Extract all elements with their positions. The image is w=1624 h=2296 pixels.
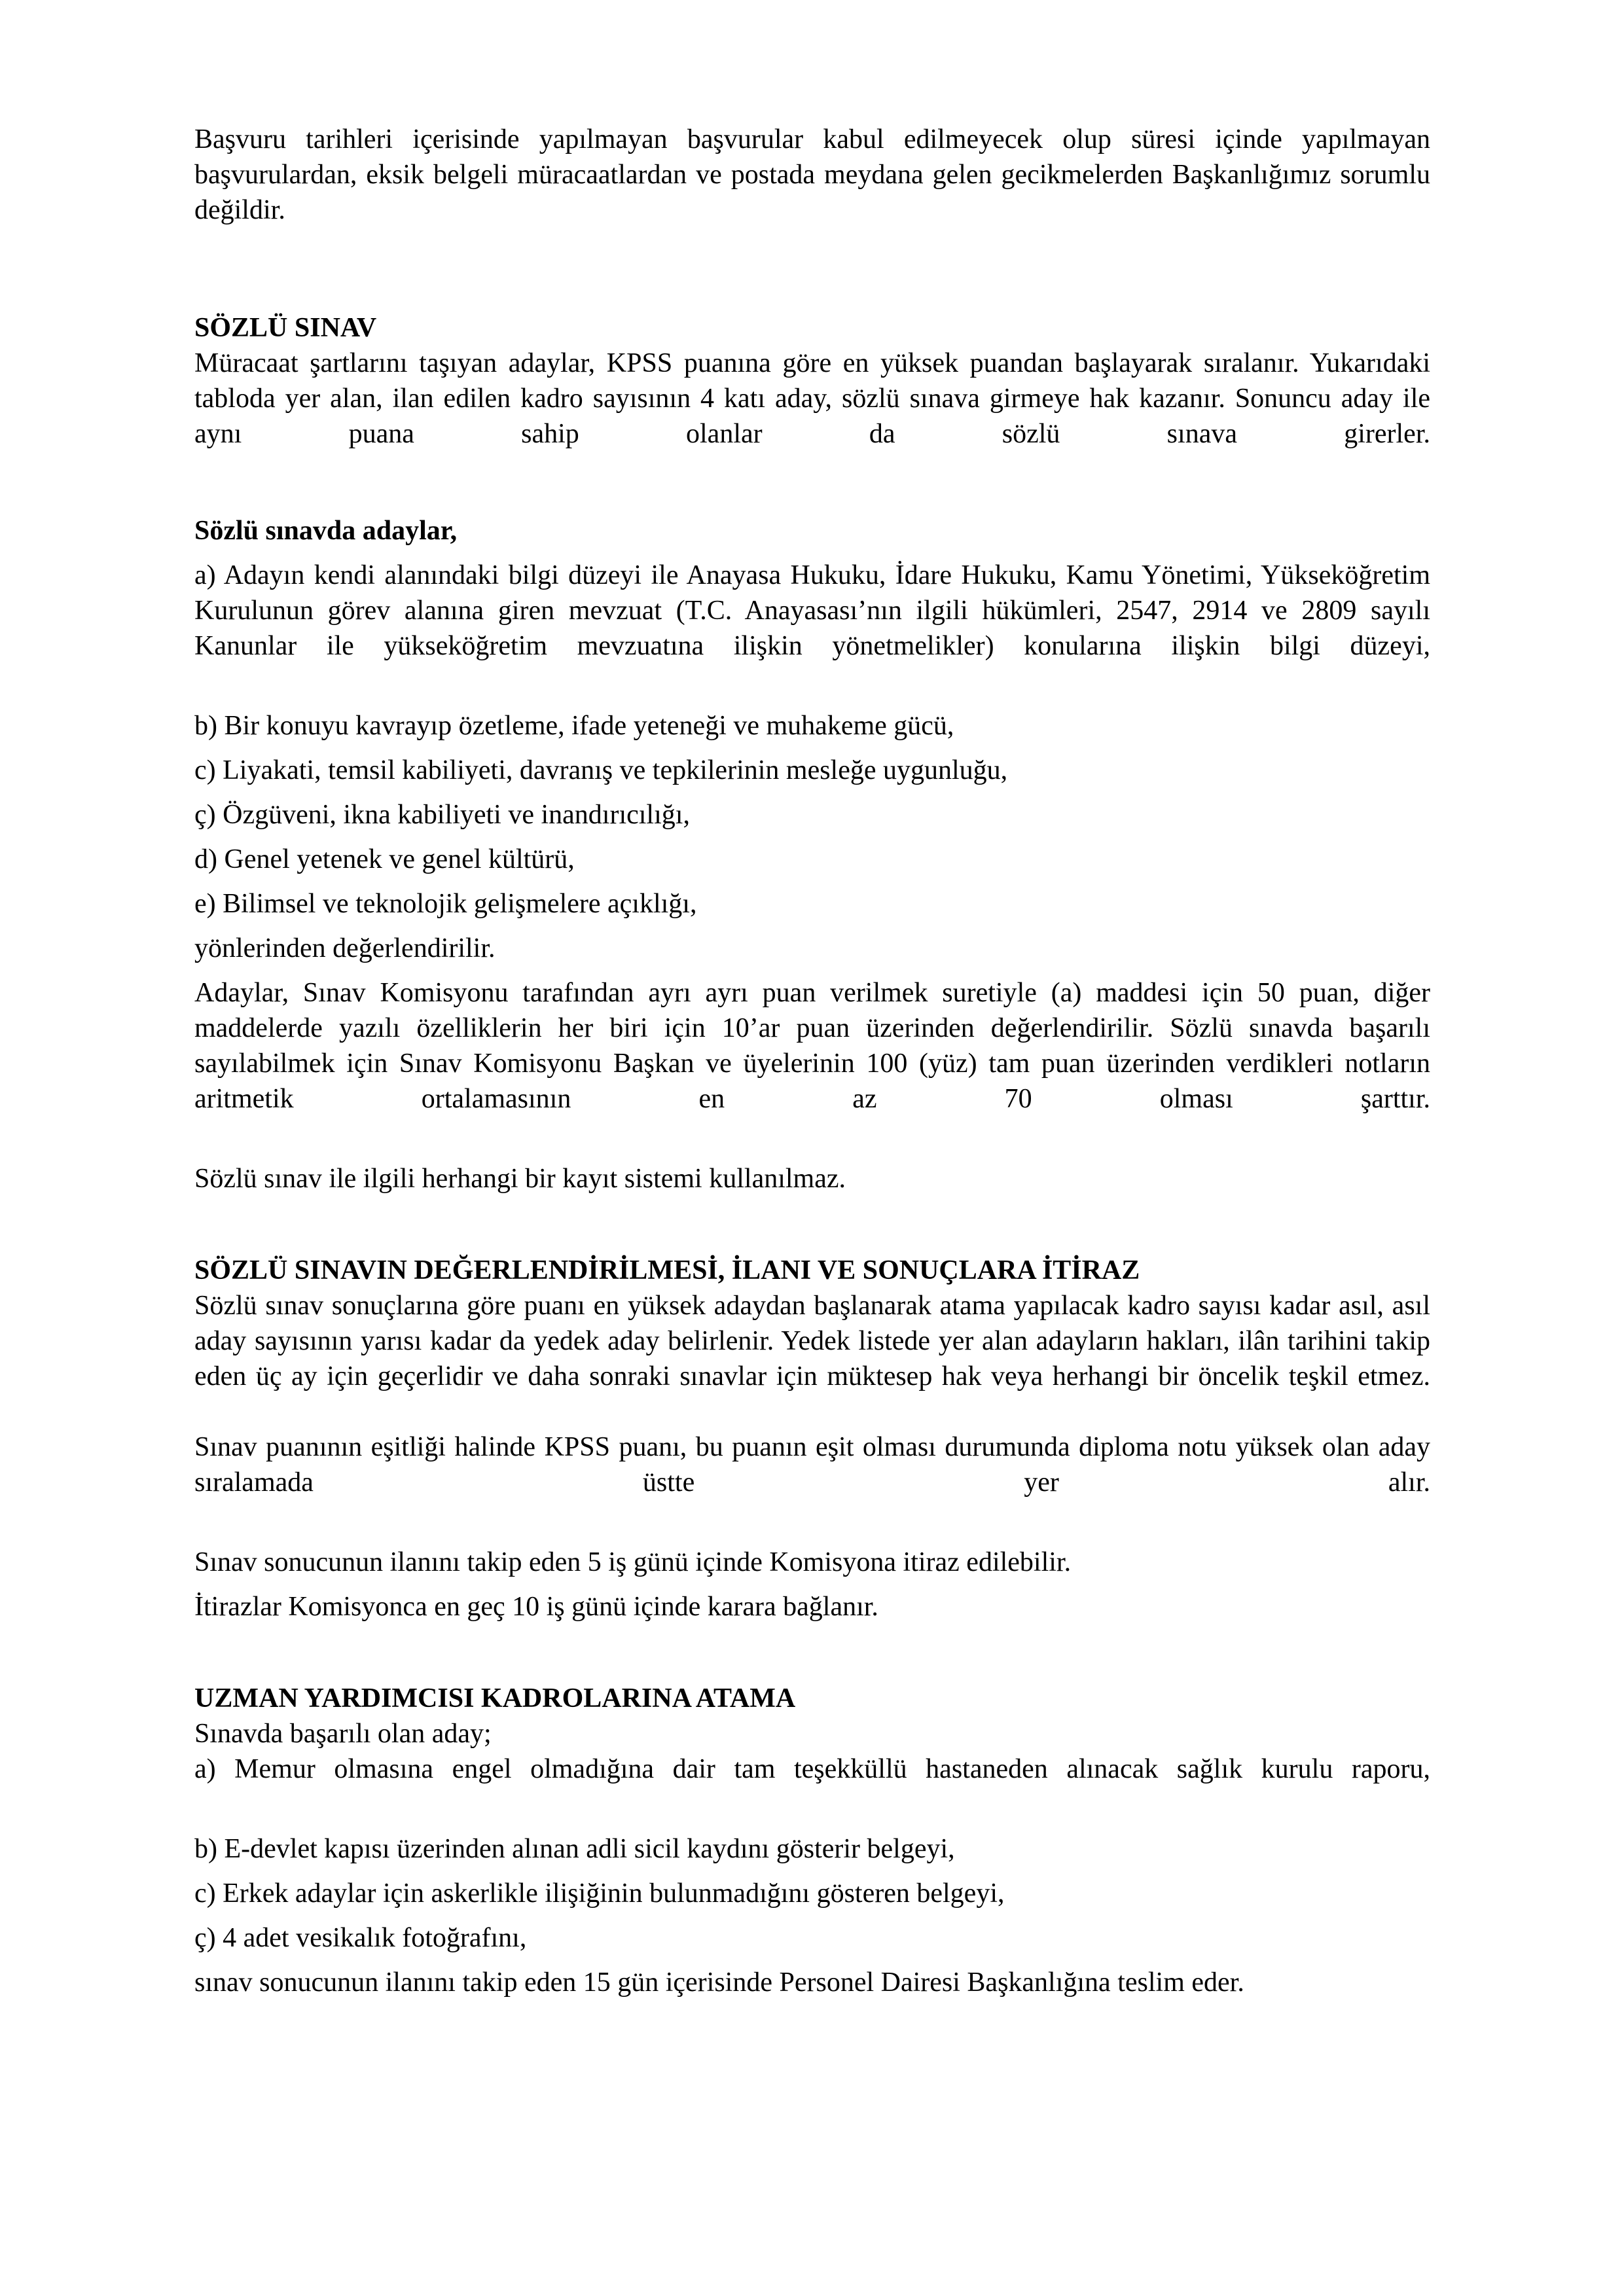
scoring-paragraph: Adaylar, Sınav Komisyonu tarafından ayrı ayrı puan verilmek suretiyle (a) maddesi için 50 puan, diğer maddelerde yazılı özelliklerin her biri için 10’ar puan üzerinden değerlendirilir. Sözlü sınavda başarılı sayılabilmek için Sınav Komisyonu Başkan ve üyelerinin 100 (yüz) tam puan üzerinden verdikleri notların aritmetik ortalamasının en az 70 olması şarttır. <box>194 978 1430 1114</box>
spacer <box>194 1911 1430 1920</box>
spacer <box>194 833 1430 842</box>
evaluation-paragraph-4: İtirazlar Komisyonca en geç 10 iş günü içinde karara bağlanır. <box>194 1592 878 1622</box>
spacer <box>194 263 1430 310</box>
document-body <box>194 122 1430 2000</box>
criterion-a: a) Adayın kendi alanındaki bilgi düzeyi ile Anayasa Hukuku, İdare Hukuku, Kamu Yönetimi, Yükseköğretim Kurulunun görev alanına giren mevzuat (T.C. Anayasası’nın ilgili hükümleri, 2547, 2914 ve 2809 sayılı Kanunlar ile yükseköğretim mevzuatına ilişkin yönetmelikler) konularına ilişkin bilgi düzeyi, <box>194 560 1430 661</box>
appointment-document-a: a) Memur olmasına engel olmadığına dair tam teşekküllü hastaneden alınacak sağlık kurulu raporu, <box>194 1754 1430 1784</box>
spacer <box>194 1867 1430 1876</box>
criteria-closing-line: yönlerinden değerlendirilir. <box>194 933 496 963</box>
appointment-closing-line: sınav sonucunun ilanını takip eden 15 gün içerisinde Personel Dairesi Başkanlığına teslim eder. <box>194 1967 1244 1998</box>
criterion-d: d) Genel yetenek ve genel kültürü, <box>194 844 575 874</box>
spacer <box>194 877 1430 886</box>
oral-exam-paragraph: Müracaat şartlarını taşıyan adaylar, KPSS puanına göre en yüksek puandan başlayarak sıralanır. Yukarıdaki tabloda yer alan, ilan edilen kadro sayısının 4 katı aday, sözlü sınava girmeye hak kazanır. Sonuncu aday ile aynı puana sahip olanlar da sözlü sınava girerler. <box>194 348 1430 449</box>
spacer <box>194 1152 1430 1161</box>
evaluation-paragraph-2: Sınav puanının eşitliği halinde KPSS puanı, bu puanın eşit olması durumunda diploma notu yüksek olan aday sıralamada üstte yer alır. <box>194 1432 1430 1498</box>
spacer <box>194 966 1430 975</box>
criterion-e: e) Bilimsel ve teknolojik gelişmelere açıklığı, <box>194 889 697 919</box>
spacer <box>194 788 1430 797</box>
evaluation-paragraph-3: Sınav sonucunun ilanını takip eden 5 iş günü içinde Komisyona itiraz edilebilir. <box>194 1547 1072 1577</box>
heading-evaluation-announcement-objection: SÖZLÜ SINAVIN DEĞERLENDİRİLMESİ, İLANI VE SONUÇLARA İTİRAZ <box>194 1255 1140 1285</box>
criterion-c: c) Liyakati, temsil kabiliyeti, davranış ve tepkilerinin mesleğe uygunluğu, <box>194 755 1008 785</box>
appointment-document-cedilla-c: ç) 4 adet vesikalık fotoğrafını, <box>194 1923 527 1953</box>
criterion-b: b) Bir konuyu kavrayıp özetleme, ifade yeteneği ve muhakeme gücü, <box>194 711 954 741</box>
intro-paragraph: Başvuru tarihleri içerisinde yapılmayan başvurular kabul edilmeyecek olup süresi içinde yapılmayan başvurulardan, eksik belgeli müracaatlardan ve postada meydana gelen gecikmelerden Başkanlığımız sorumlu değildir. <box>194 124 1430 225</box>
spacer <box>194 1956 1430 1965</box>
spacer <box>194 487 1430 513</box>
spacer <box>194 1822 1430 1831</box>
appointment-document-c: c) Erkek adaylar için askerlikle ilişiğinin bulunmadığını gösteren belgeyi, <box>194 1878 1005 1909</box>
spacer <box>194 548 1430 558</box>
criterion-cedilla-c: ç) Özgüveni, ikna kabiliyeti ve inandırıcılığı, <box>194 800 690 830</box>
evaluation-paragraph-1: Sözlü sınav sonuçlarına göre puanı en yüksek adaydan başlanarak atama yapılacak kadro sayısı kadar asıl, asıl aday sayısının yarısı kadar da yedek aday belirlenir. Yedek listede yer alan adayların hakları, ilân tarihini takip eden üç ay için geçerlidir ve daha sonraki sınavlar için müktesep hak veya herhangi bir öncelik teşkil etmez. <box>194 1291 1430 1391</box>
spacer <box>194 1535 1430 1545</box>
appointment-lead-line: Sınavda başarılı olan aday; <box>194 1719 492 1749</box>
spacer <box>194 1624 1430 1681</box>
spacer <box>194 699 1430 708</box>
appointment-document-b: b) E-devlet kapısı üzerinden alınan adli sicil kaydını gösterir belgeyi, <box>194 1834 955 1864</box>
heading-oral-exam: SÖZLÜ SINAV <box>194 313 377 343</box>
spacer <box>194 1580 1430 1589</box>
recording-paragraph: Sözlü sınav ile ilgili herhangi bir kayıt sistemi kullanılmaz. <box>194 1164 846 1194</box>
spacer <box>194 1196 1430 1253</box>
subheading-candidates-in-oral-exam: Sözlü sınavda adaylar, <box>194 516 458 546</box>
spacer <box>194 922 1430 931</box>
heading-appointment-to-assistant-specialist-posts: UZMAN YARDIMCISI KADROLARINA ATAMA <box>194 1683 796 1713</box>
spacer <box>194 744 1430 753</box>
